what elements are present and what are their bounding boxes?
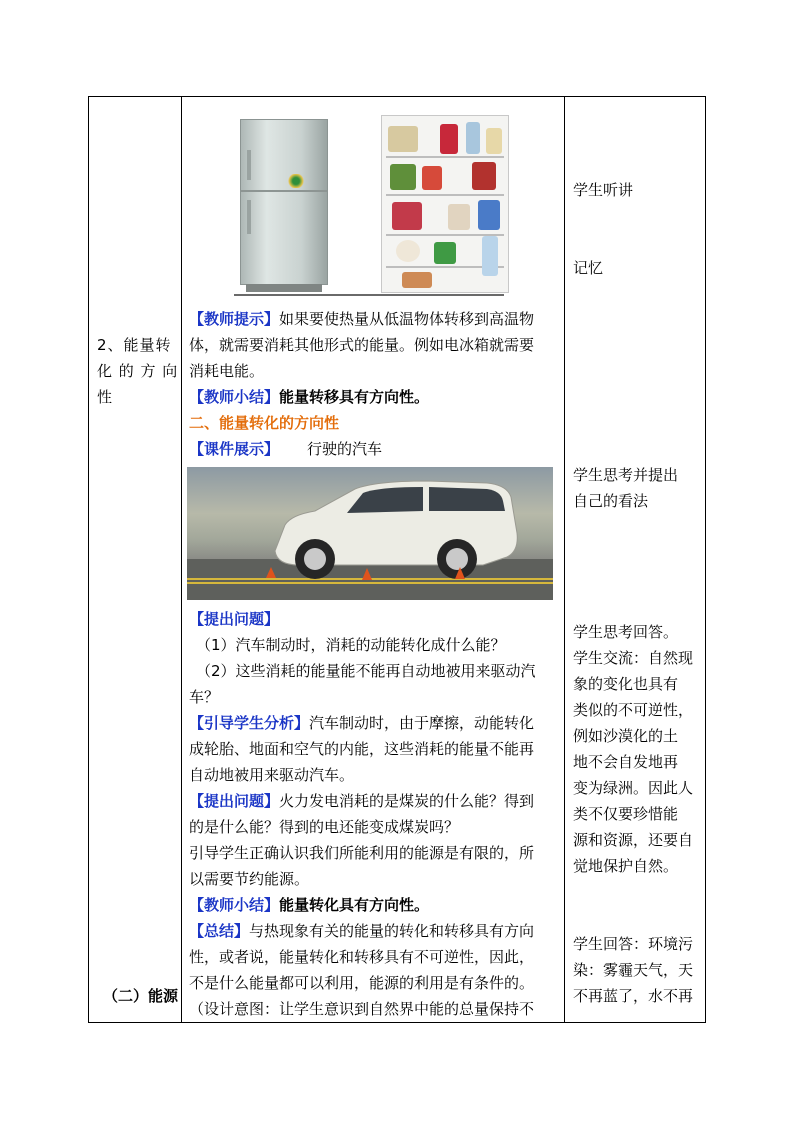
text-line: 不是什么能量都可以利用，能源的利用是有条件的。 — [189, 974, 535, 992]
text: 汽车制动时，由于摩擦，动能转化 — [309, 714, 535, 732]
text-line: 消耗电能。 — [189, 362, 265, 380]
text-line: 车？ — [189, 688, 220, 706]
refrigerator-closed-image — [240, 119, 328, 285]
topic-column — [89, 97, 181, 1022]
tag-bracket: 】 — [234, 922, 250, 940]
text-line: 自动地被用来驱动汽车。 — [189, 766, 355, 784]
student-activity: 觉地保护自然。 — [573, 857, 679, 875]
student-activity: 类不仅要珍惜能 — [573, 805, 679, 823]
section-heading: 二、能量转化的方向性 — [189, 414, 340, 432]
tag: 【提出问题】 — [189, 792, 280, 810]
tag: 【教师小结】 — [189, 896, 280, 914]
topic-line: 化 的 方 向 — [97, 362, 179, 380]
question-2: （2）这些消耗的能量能不能再自动地被用来驱动汽 — [196, 662, 536, 680]
text: 能量转移具有方向性。 — [279, 388, 430, 406]
guide-analysis — [189, 710, 534, 736]
student-activity: 记忆 — [573, 259, 604, 277]
teacher-summary-2 — [189, 892, 429, 918]
student-activity: 学生听讲 — [573, 181, 634, 199]
student-activity: 象的变化也具有 — [573, 675, 679, 693]
student-column — [565, 97, 705, 1022]
tag: 【引导学生分析】 — [189, 714, 310, 732]
student-activity: 源和资源，还要自 — [573, 831, 694, 849]
text-line: 的是什么能？得到的电还能变成煤炭吗？ — [189, 818, 460, 836]
student-activity: 染：雾霾天气，天 — [573, 961, 694, 979]
refrigerator-base — [246, 284, 322, 292]
text-line: 性，或者说，能量转化和转移具有不可逆性，因此， — [189, 948, 535, 966]
student-activity: 不再蓝了，水不再 — [573, 987, 694, 1005]
topic-line: 性 — [97, 388, 113, 406]
floor-line — [234, 294, 504, 296]
section-label: （二）能源 — [103, 987, 179, 1005]
topic-line: 2、能量转 — [97, 336, 172, 354]
design-intent: （设计意图：让学生意识到自然界中能的总量保持不 — [189, 1000, 535, 1018]
question-3 — [189, 788, 534, 814]
lesson-table — [88, 96, 706, 1023]
text-line: 成轮胎、地面和空气的内能，这些消耗的能量不能再 — [189, 740, 535, 758]
text: 与热现象有关的能量的转化和转移具有方向 — [249, 922, 535, 940]
student-activity: 类似的不可逆性， — [573, 701, 694, 719]
summary — [189, 918, 534, 944]
student-activity: 变为绿洲。因此人 — [573, 779, 694, 797]
moving-car-image — [187, 467, 553, 600]
tag: 【总结 — [189, 922, 235, 940]
text: 行驶的汽车 — [307, 440, 383, 458]
student-activity: 学生思考回答。 — [573, 623, 679, 641]
text: 如果要使热量从低温物体转移到高温物 — [279, 310, 535, 328]
teacher-tip — [189, 306, 534, 332]
teacher-summary — [189, 384, 429, 410]
courseware-show — [189, 436, 382, 462]
tag: 【课件展示】 — [189, 440, 280, 458]
teaching-column — [182, 97, 564, 1022]
question-tag: 【提出问题】 — [189, 610, 280, 628]
student-activity: 例如沙漠化的土 — [573, 727, 679, 745]
student-activity: 学生交流：自然现 — [573, 649, 694, 667]
tag: 【教师小结】 — [189, 388, 280, 406]
question-1: （1）汽车制动时，消耗的动能转化成什么能？ — [196, 636, 506, 654]
text-line: 以需要节约能源。 — [189, 870, 310, 888]
tag: 【教师提示】 — [189, 310, 280, 328]
text-line: 引导学生正确认识我们所能利用的能源是有限的，所 — [189, 844, 535, 862]
text: 火力发电消耗的是煤炭的什么能？得到 — [279, 792, 535, 810]
text-line: 体，就需要消耗其他形式的能量。例如电冰箱就需要 — [189, 336, 535, 354]
student-activity: 学生回答：环境污 — [573, 935, 694, 953]
student-activity: 地不会自发地再 — [573, 753, 679, 771]
refrigerator-open-image — [381, 115, 509, 293]
student-activity: 学生思考并提出 — [573, 466, 679, 484]
text: 能量转化具有方向性。 — [279, 896, 430, 914]
student-activity: 自己的看法 — [573, 492, 649, 510]
